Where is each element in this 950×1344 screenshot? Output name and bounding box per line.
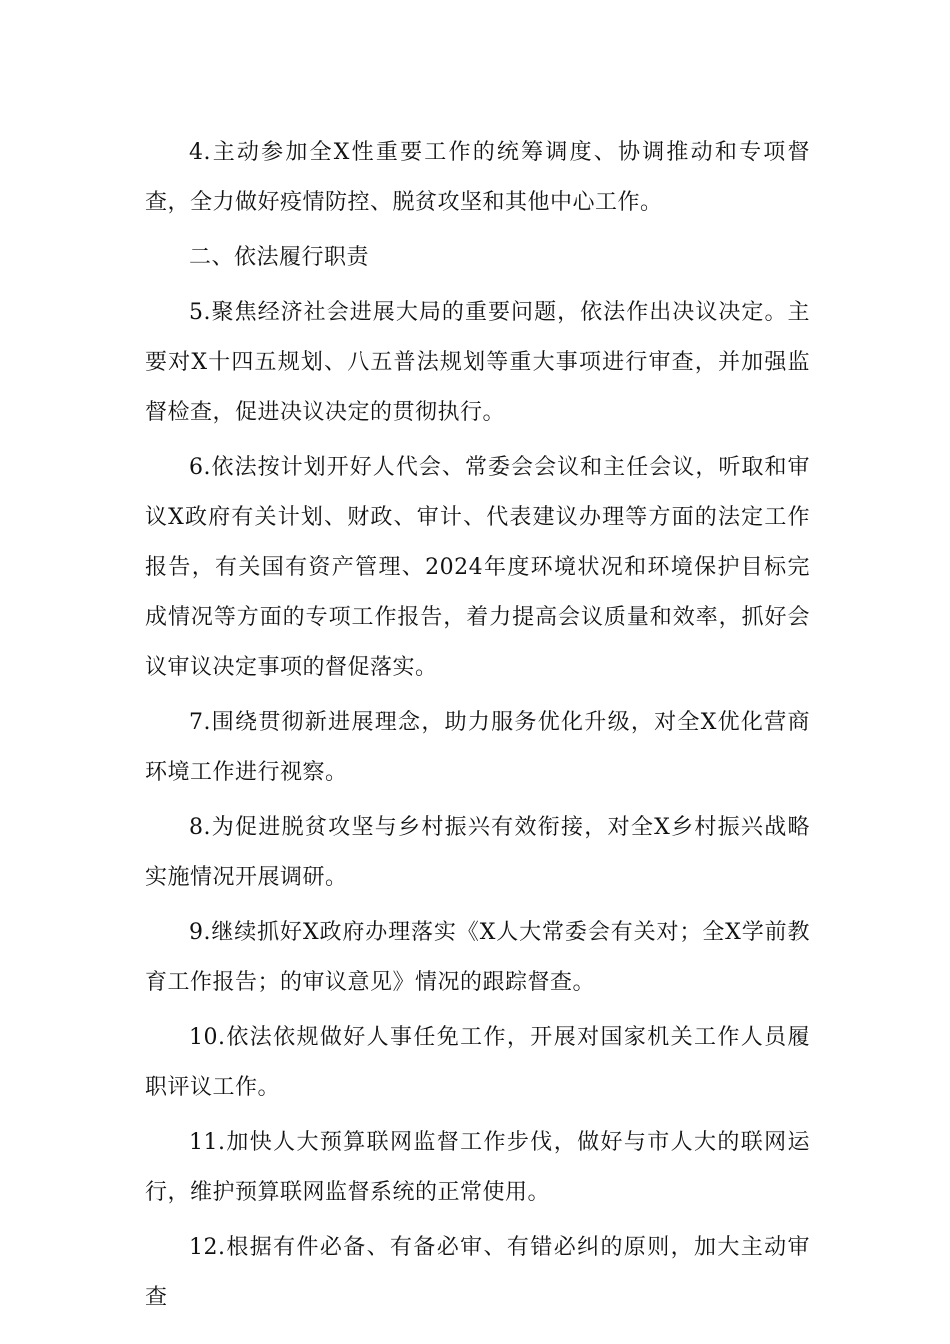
paragraph-item-4: 4.主动参加全X性重要工作的统筹调度、协调推动和专项督查，全力做好疫情防控、脱贫攻坚和其他中心工作。: [145, 140, 810, 215]
paragraph-item-8: 8.为促进脱贫攻坚与乡村振兴有效衔接，对全X乡村振兴战略实施情况开展调研。: [145, 815, 810, 890]
paragraph-item-10: 10.依法依规做好人事任免工作，开展对国家机关工作人员履职评议工作。: [145, 1025, 810, 1100]
paragraph-item-12: 12.根据有件必备、有备必审、有错必纠的原则，加大主动审查: [145, 1235, 810, 1310]
paragraph-item-7: 7.围绕贯彻新进展理念，助力服务优化升级，对全X优化营商环境工作进行视察。: [145, 710, 810, 785]
document-body: [145, 128, 810, 1323]
paragraph-item-6: 6.依法按计划开好人代会、常委会会议和主任会议，听取和审议X政府有关计划、财政、审计、代表建议办理等方面的法定工作报告，有关国有资产管理、2024年度环境状况和环境保护目标完成情况等方面的专项工作报告，着力提高会议质量和效率，抓好会议审议决定事项的督促落实。: [145, 455, 810, 680]
section-heading-duties: 二、依法履行职责: [189, 245, 370, 270]
paragraph-item-11: 11.加快人大预算联网监督工作步伐，做好与市人大的联网运行，维护预算联网监督系统的正常使用。: [145, 1130, 810, 1205]
paragraph-item-9: 9.继续抓好X政府办理落实《X人大常委会有关对；全X学前教育工作报告；的审议意见》情况的跟踪督查。: [145, 920, 810, 995]
paragraph-item-5: 5.聚焦经济社会进展大局的重要问题，依法作出决议决定。主要对X十四五规划、八五普法规划等重大事项进行审查，并加强监督检查，促进决议决定的贯彻执行。: [145, 300, 810, 425]
